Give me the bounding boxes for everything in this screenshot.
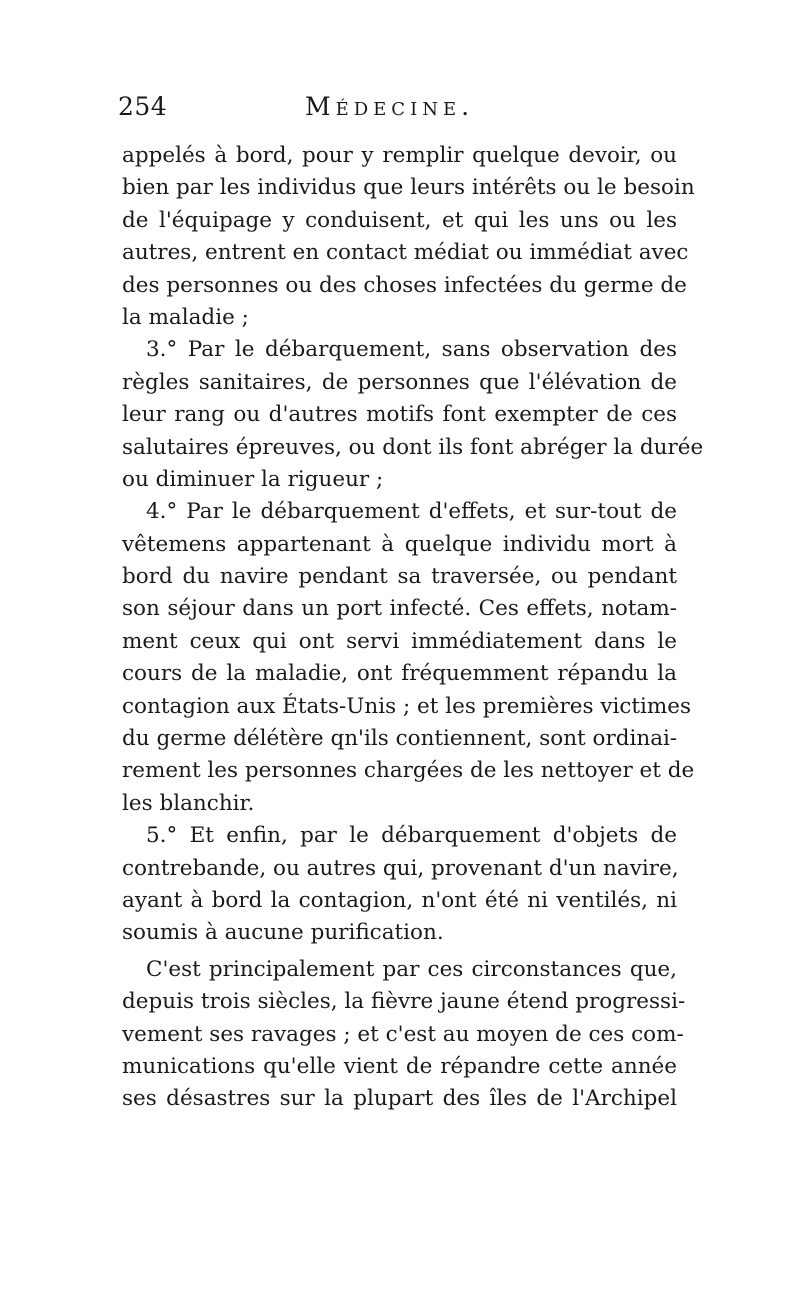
text-line: leur rang ou d'autres motifs font exempter de ces	[122, 402, 677, 428]
text-line: 4.° Par le débarquement d'effets, et sur-tout de	[146, 499, 677, 525]
text-line: autres, entrent en contact médiat ou immédiat avec	[122, 240, 689, 266]
text-line: des personnes ou des choses infectées du germe de	[122, 272, 687, 298]
text-line: la maladie ;	[122, 304, 249, 330]
text-line: vement ses ravages ; et c'est au moyen de ces com-	[122, 1021, 684, 1047]
paragraph	[122, 820, 677, 950]
text-line: C'est principalement par ces circonstances que,	[146, 956, 677, 982]
text-line: bien par les individus que leurs intérêts ou le besoin	[122, 175, 695, 201]
text-line: ses désastres sur la plupart des îles de l'Archipel	[122, 1086, 677, 1112]
text-line: vêtemens appartenant à quelque individu mort à	[122, 531, 677, 557]
text-line: règles sanitaires, de personnes que l'élévation de	[122, 369, 677, 395]
paragraph	[122, 334, 704, 496]
running-head	[118, 92, 678, 132]
text-line: 5.° Et enfin, par le débarquement d'objets de	[146, 823, 677, 849]
paragraph	[122, 954, 686, 1116]
text-line: contagion aux États-Unis ; et les premières victimes	[122, 693, 692, 719]
text-line: son séjour dans un port infecté. Ces effets, notam-	[122, 596, 677, 622]
text-line: rement les personnes chargées de les nettoyer et de	[122, 758, 695, 784]
text-line: cours de la maladie, ont fréquemment répandu la	[122, 661, 677, 687]
paragraph	[122, 140, 695, 334]
body-text	[122, 140, 704, 1116]
text-line: salutaires épreuves, ou dont ils font abréger la durée	[122, 434, 704, 460]
page-number: 254	[118, 92, 168, 121]
text-line: depuis trois siècles, la fièvre jaune étend progressi-	[122, 989, 686, 1015]
running-title: Médecine.	[305, 92, 475, 121]
paragraph	[122, 496, 695, 820]
text-line: ou diminuer la rigueur ;	[122, 466, 384, 492]
text-line: les blanchir.	[122, 790, 255, 816]
text-line: ayant à bord la contagion, n'ont été ni ventilés, ni	[122, 887, 677, 913]
text-line: bord du navire pendant sa traversée, ou pendant	[122, 564, 677, 590]
text-line: du germe délétère qn'ils contiennent, sont ordinai-	[122, 726, 678, 752]
text-line: soumis à aucune purification.	[122, 920, 444, 946]
text-line: ment ceux qui ont servi immédiatement dans le	[122, 628, 677, 654]
text-line: de l'équipage y conduisent, et qui les uns ou les	[122, 207, 677, 233]
text-line: 3.° Par le débarquement, sans observation des	[146, 337, 677, 363]
text-line: contrebande, ou autres qui, provenant d'un navire,	[122, 855, 679, 881]
text-line: munications qu'elle vient de répandre cette année	[122, 1053, 677, 1079]
text-line: appelés à bord, pour y remplir quelque devoir, ou	[122, 143, 677, 168]
